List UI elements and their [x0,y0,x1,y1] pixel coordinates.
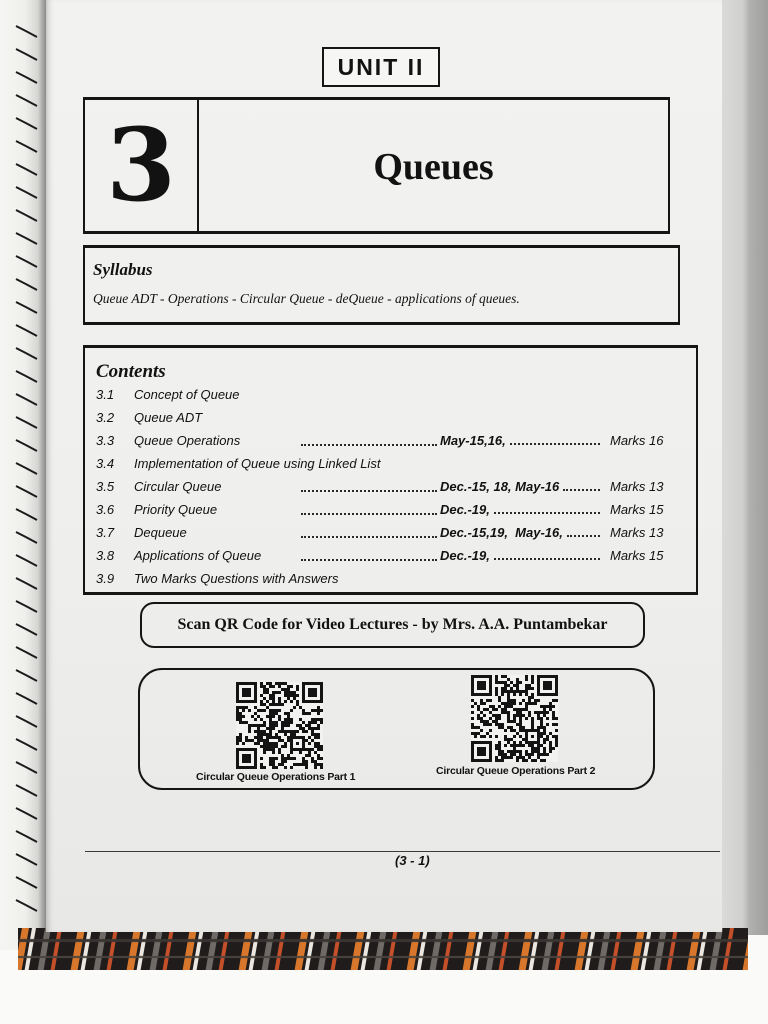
section-title: Dequeue [134,525,187,540]
spiral-binding [10,22,44,922]
contents-row [85,525,696,541]
exam-dates: Dec.-19, [440,548,490,563]
contents-row [85,571,696,587]
cloth-background [18,928,748,970]
section-number: 3.5 [96,479,115,494]
exam-dates: Dec.-15,19, May-16, [440,525,563,540]
chapter-title: Queues [373,146,494,188]
syllabus-box [83,245,680,325]
marks: Marks 15 [610,548,664,563]
exam-info [440,548,604,564]
qr-banner: Scan QR Code for Video Lectures - by Mrs. A.A. Puntambekar [140,602,645,648]
section-title: Queue ADT [134,410,203,425]
qr-code-part-1 [236,682,323,769]
dot-leader [494,512,600,514]
dot-leader [563,489,600,491]
section-title: Two Marks Questions with Answers [134,571,339,586]
section-number: 3.8 [96,548,115,563]
exam-info [440,479,604,495]
contents-row [85,548,696,564]
qr-code-part-2 [471,675,558,762]
exam-info [440,433,604,449]
qr-label-part-1: Circular Queue Operations Part 1 [196,771,356,783]
marks: Marks 16 [610,433,664,448]
section-title: Circular Queue [134,479,222,494]
exam-dates: Dec.-15, 18, May-16 [440,479,560,494]
contents-row [85,479,696,495]
section-number: 3.9 [96,571,115,586]
section-number: 3.6 [96,502,115,517]
marks: Marks 15 [610,502,664,517]
dot-leader [494,558,600,560]
dot-leader [510,443,600,445]
dot-leader [301,444,437,446]
contents-row [85,456,696,472]
dot-leader [301,536,437,538]
qr-code-box [138,668,655,790]
contents-row [85,433,696,449]
section-title: Concept of Queue [134,387,240,402]
dot-leader [301,490,437,492]
contents-row [85,502,696,518]
marks: Marks 13 [610,525,664,540]
contents-row [85,387,696,403]
exam-dates: May-15,16, [440,433,506,448]
unit-label: UNIT II [322,47,440,87]
section-number: 3.3 [96,433,115,448]
chapter-header [83,97,670,234]
qr-label-part-2: Circular Queue Operations Part 2 [436,765,596,777]
section-title: Implementation of Queue using Linked List [134,456,381,471]
syllabus-heading: Syllabus [93,260,153,279]
section-title: Queue Operations [134,433,241,448]
page-stack-edge [722,0,768,935]
exam-info [440,502,604,518]
section-title: Priority Queue [134,502,218,517]
chapter-number: 3 [85,100,199,231]
contents-heading: Contents [96,361,166,382]
exam-dates: Dec.-19, [440,502,490,517]
section-number: 3.1 [96,387,115,402]
syllabus-text: Queue ADT - Operations - Circular Queue - deQueue - applications of queues. [93,291,520,306]
dot-leader [301,559,437,561]
footer-rule [85,851,720,852]
section-number: 3.2 [96,410,115,425]
page-number: (3 - 1) [395,853,430,868]
exam-info [440,525,604,541]
marks: Marks 13 [610,479,664,494]
dot-leader [567,535,600,537]
section-number: 3.4 [96,456,115,471]
section-number: 3.7 [96,525,115,540]
dot-leader [301,513,437,515]
section-title: Applications of Queue [134,548,262,563]
contents-box [83,345,698,595]
contents-row [85,410,696,426]
